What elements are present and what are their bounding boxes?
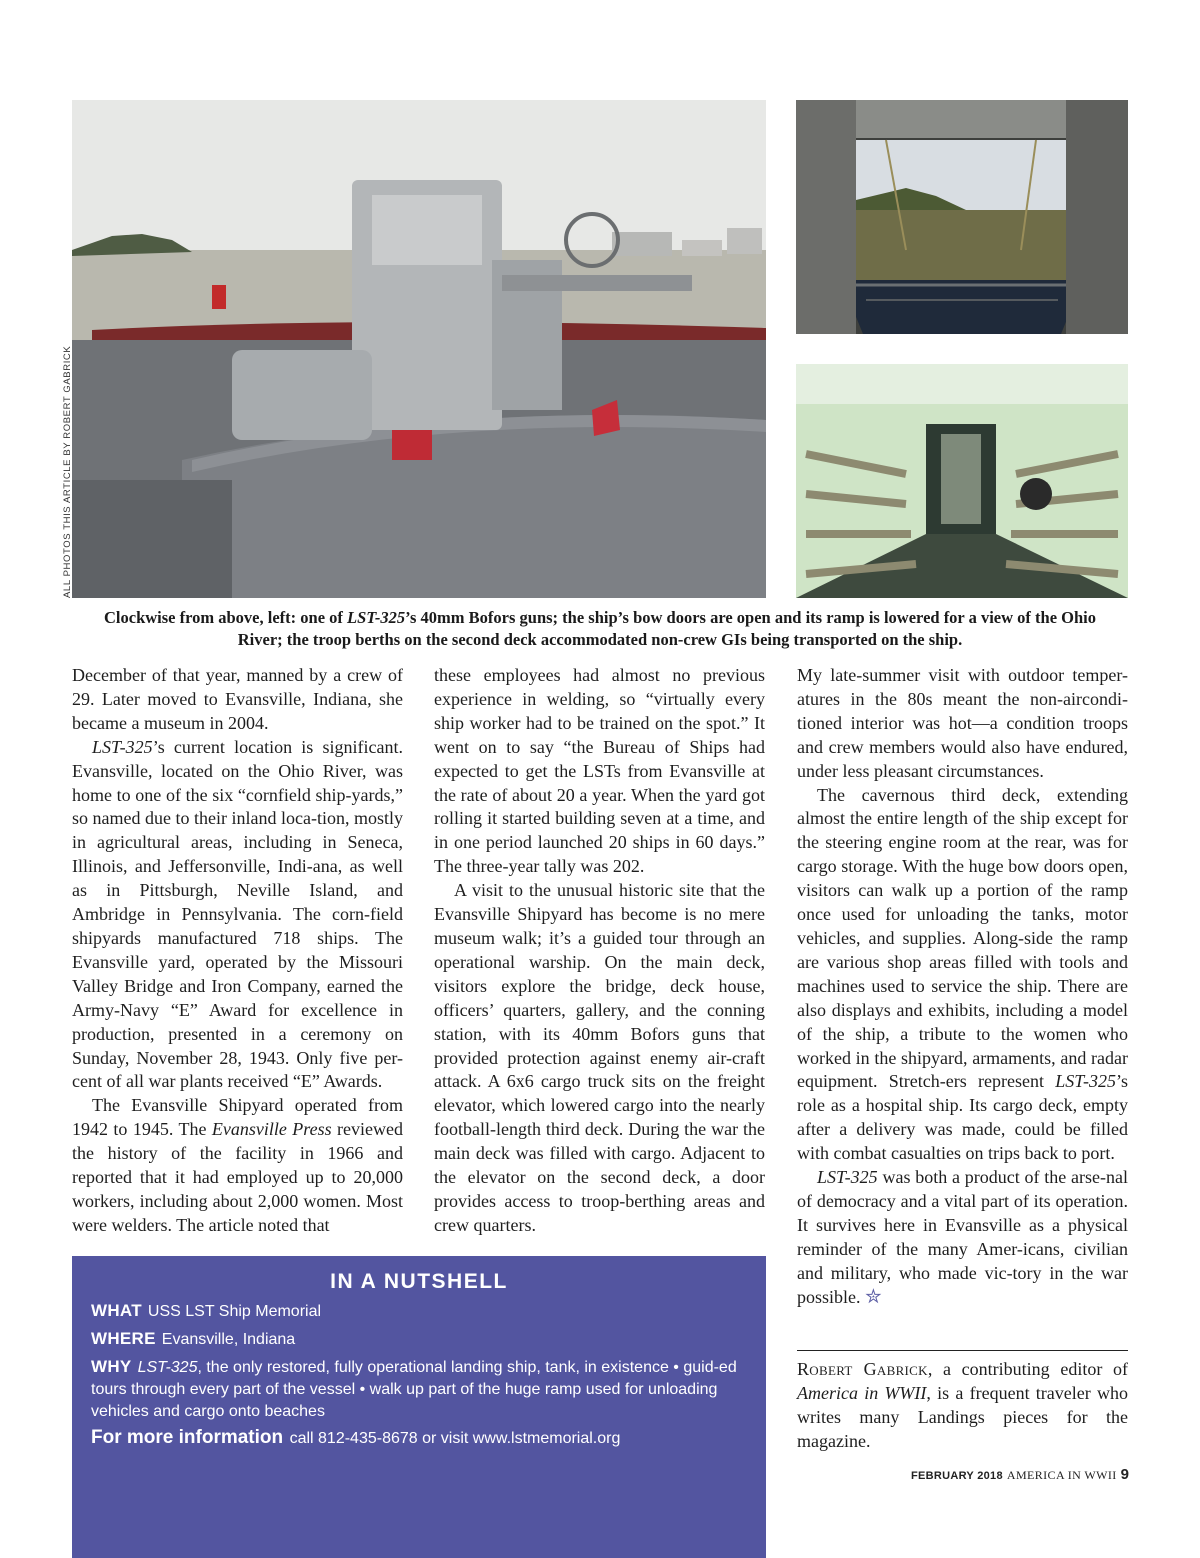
paragraph: LST-325 was both a product of the arse-nal of democracy and a vital part of its operation. It survives here in Evansville as a physical reminder of the many Amer-icans, civilian and military, who made vic-tory in the war possible. ✮ — [797, 1167, 1128, 1308]
paragraph: A visit to the unusual historic site that the Evansville Shipyard has become is no mere museum walk; it’s a guided tour through an operational warship. On the main deck, visitors explore the bridge, deck house, officers’ quarters, gallery, and the conning station, with its 40mm Bofors guns that provided protection against enemy air-craft attack. A 6x6 cargo truck sits on the freight elevator, which lowered cargo into the nearly football-length third deck. During the war the main deck was filled with cargo. Adjacent to the elevator on the second deck, a door provides access to troop-berthing areas and crew quarters. — [434, 880, 765, 1235]
article-column-1 — [72, 664, 403, 1238]
page-footer — [911, 1466, 1129, 1483]
nutshell-box — [72, 1256, 766, 1558]
troop-berths-photo — [796, 364, 1128, 598]
bofors-gun-photo — [72, 100, 766, 598]
article-column-3 — [797, 664, 1128, 1309]
nutshell-why: WHY LST-325, the only restored, fully operational landing ship, tank, in existence • guid-ed tours through every part of the vessel • walk up part of the huge ramp used for unloading vehicles and cargo onto beaches — [91, 1357, 737, 1420]
photo-caption: Clockwise from above, left: one of LST-325’s 40mm Bofors guns; the ship’s bow doors are open and its ramp is lowered for a view of the Ohio River; the troop berths on the second deck accommodated non-crew GIs being transported on the ship. — [104, 608, 1096, 649]
article-column-2 — [434, 664, 765, 1238]
paragraph: The cavernous third deck, extending almost the entire length of the ship except for the steering engine room at the rear, was for cargo storage. With the huge bow doors open, visitors can walk up a portion of the ramp once used for unloading the tanks, motor vehicles, and supplies. Along-side the ramp are various shop areas filled with tools and machines used to service the ship. There are also displays and exhibits, including a model of the ship, a tribute to the women who worked in the shipyard, armaments, and radar equipment. Stretch-ers represent LST-325’s role as a hospital ship. Its cargo deck, empty after a delivery was made, could be filled with combat casualties on trips back to port. — [797, 784, 1128, 1164]
photo-credit: ALL PHOTOS THIS ARTICLE BY ROBERT GABRICK — [62, 345, 73, 598]
paragraph: My late-summer visit with outdoor temper-atures in the 80s meant the non-aircondi-tioned interior was hot—a condition troops and crew members would also have endured, under less pleasant circumstances. — [797, 665, 1128, 781]
paragraph: The Evansville Shipyard operated from 1942 to 1945. The Evansville Press reviewed the history of the facility in 1966 and reported that it had employed up to 20,000 workers, including about 2,000 women. Most were welders. The article noted that — [72, 1095, 403, 1235]
bio-divider — [797, 1350, 1128, 1351]
author-bio: Robert Gabrick, a contributing editor of America in WWII, is a frequent traveler who writes many Landings pieces for the magazine. — [797, 1359, 1128, 1451]
page-number: 9 — [1120, 1466, 1129, 1483]
issue-date: FEBRUARY 2018 — [910, 1470, 1003, 1482]
paragraph: LST-325’s current location is significant. Evansville, located on the Ohio River, was home to one of the six “cornfield ship-yards,” so named due to their inland loca-tion, mostly in agricultural areas, including in Seneca, Illinois, and Jeffersonville, Indi-ana, as well as in Pittsburgh, Neville Island, and Ambridge in Pennsylvania. The corn-field shipyards manufactured 718 ships. The Evansville yard, operated by the Missouri Valley Bridge and Iron Company, earned the Army-Navy “E” Award for excellence in production, presented in a ceremony on Sunday, November 28, 1943. Only five per-cent of all war plants received “E” Awards. — [72, 736, 403, 1092]
bow-doors-photo — [796, 100, 1128, 334]
end-star-icon: ✮ — [865, 1285, 882, 1308]
paragraph: these employees had almost no previous experience in welding, so “virtually every ship worker had to be trained on the spot.” It went on to say “the Bureau of Ships had expected to get the LSTs from Evansville at the rate of about 20 a year. When the yard got rolling it started building seven at a time, and in one period launched 20 ships in 60 days.” The three-year tally was 202. — [434, 665, 765, 877]
nutshell-where: WHERE Evansville, Indiana — [91, 1329, 296, 1348]
nutshell-title: IN A NUTSHELL — [330, 1270, 508, 1293]
nutshell-what: WHAT USS LST Ship Memorial — [91, 1301, 322, 1320]
paragraph: December of that year, manned by a crew of 29. Later moved to Evansville, Indiana, she became a museum in 2004. — [72, 665, 403, 733]
nutshell-more-info: For more information call 812-435-8678 or visit www.lstmemorial.org — [91, 1427, 621, 1448]
magazine-name: AMERICA IN WWII — [1006, 1468, 1117, 1482]
